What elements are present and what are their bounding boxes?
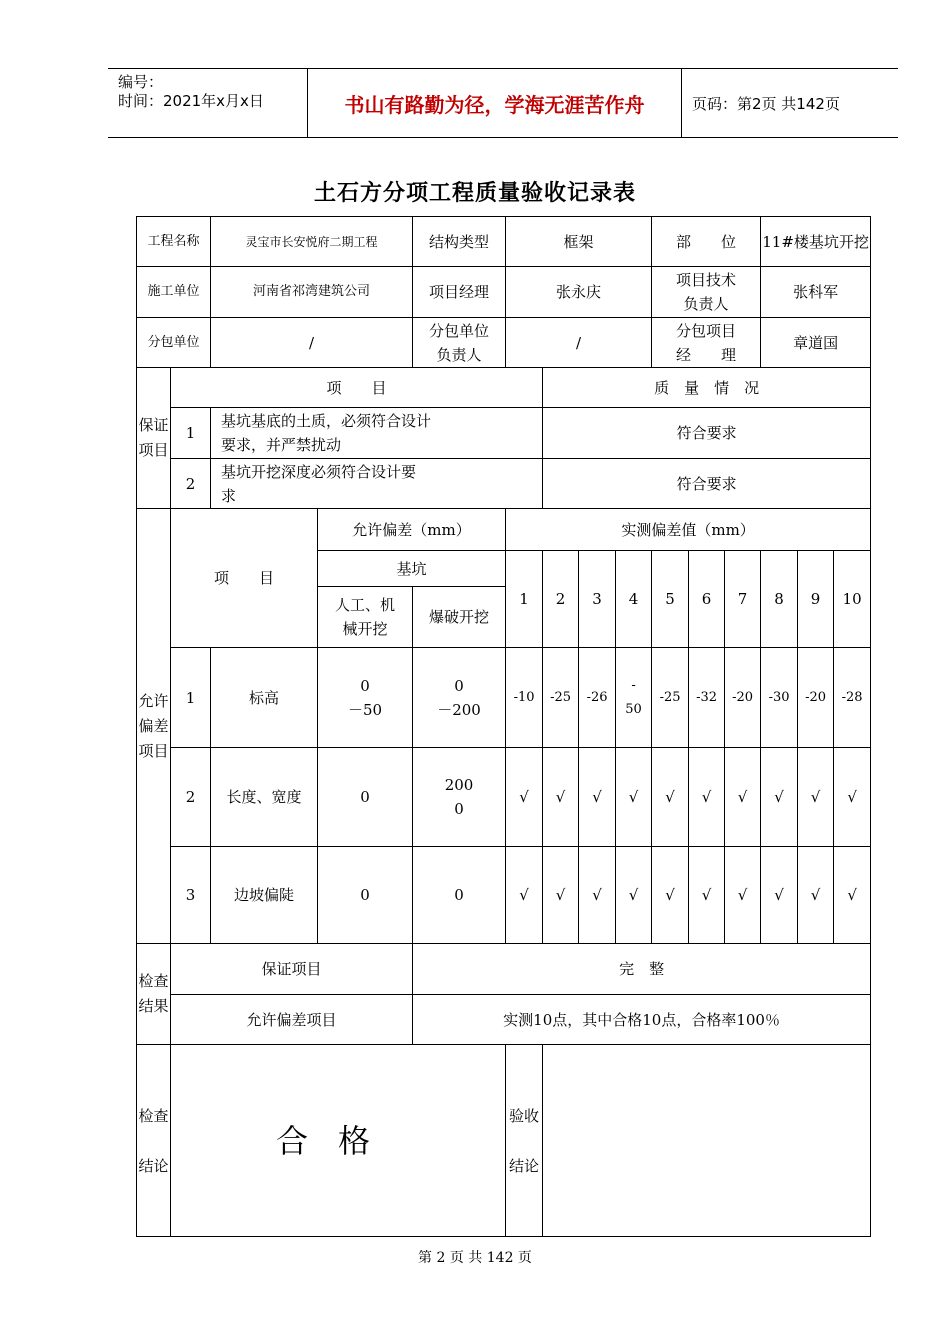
measured-value: √ [761,748,798,847]
tolerance-no: 2 [171,748,211,847]
contractor-label: 施工单位 [137,267,211,318]
tolerance-name: 标高 [211,648,318,748]
measured-value: √ [616,748,652,847]
structure-label: 结构类型 [413,217,506,267]
check-row-2 [137,995,871,1045]
measured-value: √ [616,847,652,944]
measured-value: - 50 [616,648,652,748]
measured-value: √ [652,748,689,847]
guarantee-section-label: 保证项目 [137,368,171,509]
number-label: 编号： [118,73,164,91]
measured-value: √ [725,748,761,847]
measured-value: √ [798,847,834,944]
page-footer: 第 2 页 共 142 页 [418,1250,532,1266]
measured-value: √ [506,847,543,944]
check-section-label: 检查结果 [137,944,171,1045]
project-name: 灵宝市长安悦府二期工程 [211,217,413,267]
col-header: 7 [725,551,761,648]
tolerance-header-row-1 [137,509,871,551]
measured-value: -28 [834,648,871,748]
col-header: 8 [761,551,798,648]
tech-label: 项目技术 负责人 [652,267,761,318]
check-tolerance-result: 实测10点，其中合格10点，合格率100％ [413,995,871,1045]
guarantee-item: 基坑开挖深度必须符合设计要 求 [211,459,543,509]
sub-pm-label: 分包项目 经 理 [652,318,761,368]
measured-value: √ [579,748,616,847]
measured-value: √ [725,847,761,944]
check-tolerance-label: 允许偏差项目 [171,995,413,1045]
check-conclusion-label: 检查结论 [137,1045,171,1237]
check-guarantee-result: 完 整 [413,944,871,995]
measured-value: -10 [506,648,543,748]
measured-value: -26 [579,648,616,748]
contractor: 河南省祁湾建筑公司 [211,267,413,318]
measured-value: -32 [689,648,725,748]
guarantee-item-header: 项 目 [171,368,543,408]
part: 11#楼基坑开挖 [761,217,871,267]
measured-value: √ [689,748,725,847]
accept-conclusion-result [543,1045,871,1237]
measured-value: -25 [652,648,689,748]
accept-conclusion-label: 验收结论 [506,1045,543,1237]
document-title: 土石方分项工程质量验收记录表 [313,180,636,206]
guarantee-result: 符合要求 [543,408,871,459]
check-conclusion-result: 合格 [171,1045,506,1237]
col-header: 6 [689,551,725,648]
manual-value: 0 －50 [318,648,413,748]
measured-value: √ [579,847,616,944]
sub-pm: 章道国 [761,318,871,368]
measured-value: -20 [798,648,834,748]
blast-value: 200 0 [413,748,506,847]
tolerance-row-3 [137,847,871,944]
sub-head: / [506,318,652,368]
tolerance-name: 长度、宽度 [211,748,318,847]
measured-value: √ [834,847,871,944]
info-row-3 [137,318,871,368]
blast-header: 爆破开挖 [413,587,506,648]
measured-value: √ [834,748,871,847]
structure: 框架 [506,217,652,267]
check-guarantee-label: 保证项目 [171,944,413,995]
manual-value: 0 [318,748,413,847]
tolerance-no: 3 [171,847,211,944]
col-header: 2 [543,551,579,648]
info-row-2 [137,267,871,318]
col-header: 9 [798,551,834,648]
measured-header: 实测偏差值（mm） [506,509,871,551]
tolerance-row-2 [137,748,871,847]
motto: 书山有路勤为径，学海无涯苦作舟 [308,69,682,137]
measured-value: √ [543,847,579,944]
tolerance-row-1 [137,648,871,748]
sub-head-label: 分包单位 负责人 [413,318,506,368]
tech: 张科军 [761,267,871,318]
measured-value: √ [761,847,798,944]
col-header: 5 [652,551,689,648]
part-label: 部 位 [652,217,761,267]
measured-value: √ [506,748,543,847]
guarantee-header-row [137,368,871,408]
blast-value: 0 －200 [413,648,506,748]
header-meta [108,69,308,137]
tolerance-item-header: 项 目 [171,509,318,648]
info-row-1 [137,217,871,267]
guarantee-item: 基坑基底的土质，必须符合设计 要求，并严禁扰动 [211,408,543,459]
sub: / [211,318,413,368]
measured-value: -25 [543,648,579,748]
measured-value: √ [798,748,834,847]
pm-label: 项目经理 [413,267,506,318]
page-label: 页码：第2页 共142页 [692,94,840,113]
check-row-1 [137,944,871,995]
pm: 张永庆 [506,267,652,318]
measured-value: √ [689,847,725,944]
guarantee-no: 1 [171,408,211,459]
tolerance-no: 1 [171,648,211,748]
guarantee-row-1 [137,408,871,459]
manual-header: 人工、机 械开挖 [318,587,413,648]
pit-header: 基坑 [318,551,506,587]
conclusion-row [137,1045,871,1237]
measured-value: √ [543,748,579,847]
guarantee-result: 符合要求 [543,459,871,509]
inspection-table [136,216,871,1237]
blast-value: 0 [413,847,506,944]
allow-header: 允许偏差（mm） [318,509,506,551]
guarantee-quality-header: 质 量 情 况 [543,368,871,408]
guarantee-no: 2 [171,459,211,509]
page-header [108,68,898,138]
tolerance-name: 边坡偏陡 [211,847,318,944]
manual-value: 0 [318,847,413,944]
measured-value: -30 [761,648,798,748]
col-header: 4 [616,551,652,648]
project-name-label: 工程名称 [137,217,211,267]
col-header: 3 [579,551,616,648]
tolerance-section-label: 允许偏差项目 [137,509,171,944]
sub-label: 分包单位 [137,318,211,368]
time-label: 时间：2021年x月x日 [118,92,264,110]
measured-value: -20 [725,648,761,748]
col-header: 1 [506,551,543,648]
guarantee-row-2 [137,459,871,509]
col-header: 10 [834,551,871,648]
measured-value: √ [652,847,689,944]
